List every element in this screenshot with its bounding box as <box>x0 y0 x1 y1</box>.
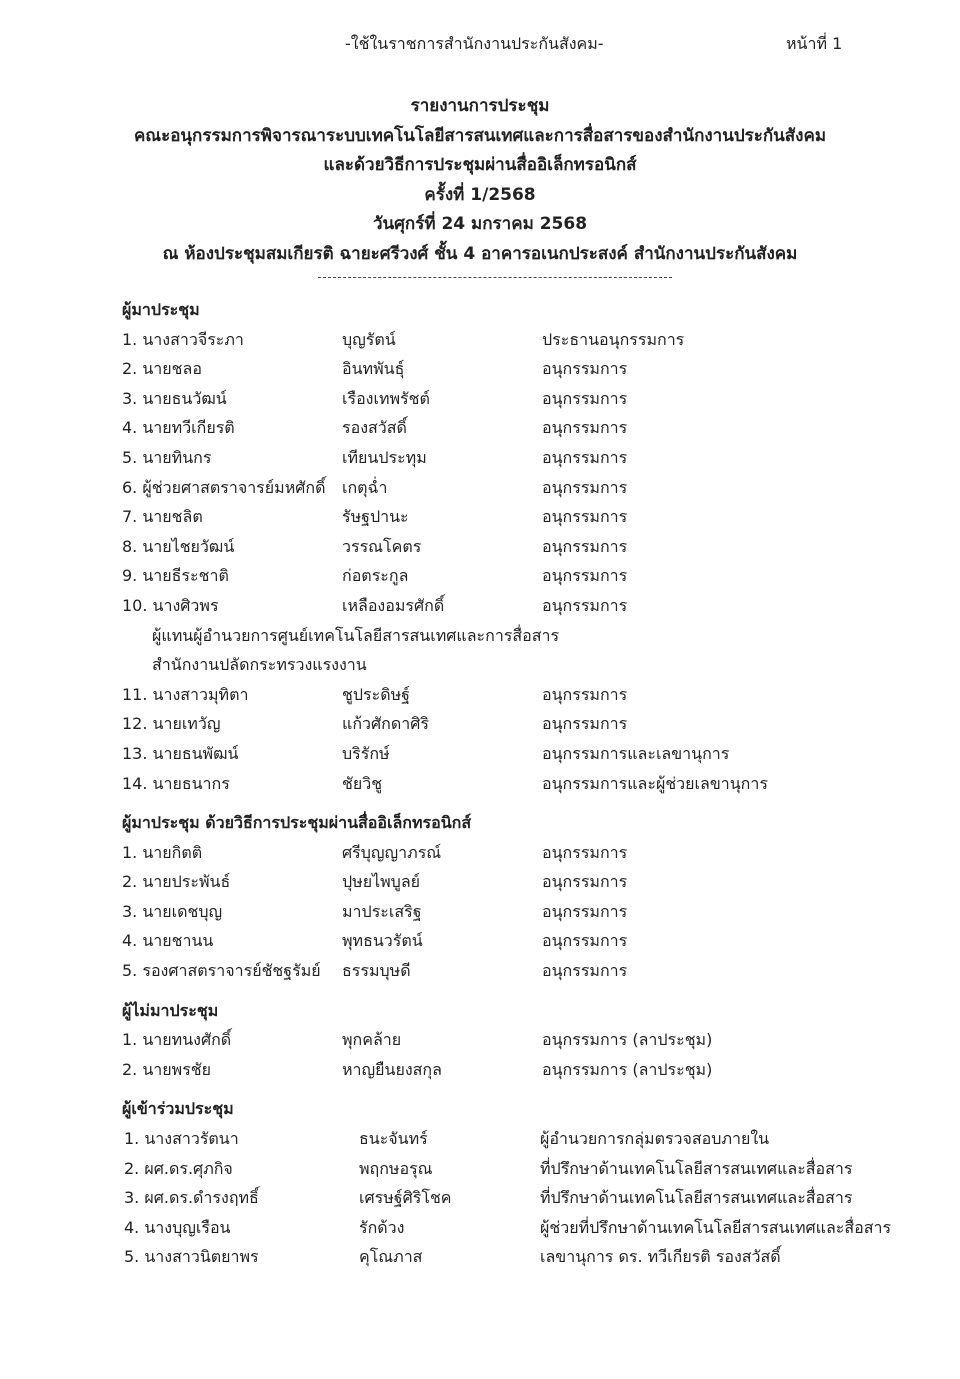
person-role: อนุกรรมการ <box>542 536 628 556</box>
person-role: อนุกรรมการ <box>542 507 628 527</box>
list-item <box>122 561 902 591</box>
person-role: ที่ปรึกษาด้านเทคโนโลยีสารสนเทศและสื่อสาร <box>540 1188 853 1208</box>
member-note: ผู้แทนผู้อำนวยการศูนย์เทคโนโลยีสารสนเทศและการสื่อสาร <box>152 625 560 645</box>
person-role: อนุกรรมการ <box>542 684 628 704</box>
document-title <box>0 92 960 270</box>
person-role: อนุกรรมการ <box>542 931 628 951</box>
person-name: 11. นางสาวมุทิตา <box>122 684 249 704</box>
person-surname: บุญรัตน์ <box>342 329 396 349</box>
person-name: 3. ผศ.ดร.ดำรงฤทธิ์ <box>124 1188 259 1208</box>
person-name: 2. นายชลอ <box>122 359 202 379</box>
person-surname: พฤกษอรุณ <box>359 1158 433 1178</box>
title-line: และด้วยวิธีการประชุมผ่านสื่ออิเล็กทรอนิกส์ <box>323 155 637 176</box>
person-role: ผู้อำนวยการกลุ่มตรวจสอบภายใน <box>540 1129 770 1149</box>
person-name: 10. นางศิวพร <box>122 595 219 615</box>
person-surname: ธนะจันทร์ <box>359 1129 428 1149</box>
person-role: อนุกรรมการ (ลาประชุม) <box>542 1030 713 1050</box>
person-surname: รองสวัสดิ์ <box>342 418 407 438</box>
title-line: คณะอนุกรรมการพิจารณาระบบเทคโนโลยีสารสนเทศและการสื่อสารของสำนักงานประกันสังคม <box>133 125 827 146</box>
person-surname: เศรษฐ์ศิริโชค <box>359 1188 452 1208</box>
title-divider <box>318 277 672 278</box>
person-surname: ชัยวิชู <box>342 773 383 793</box>
online-list <box>122 838 902 986</box>
person-name: 3. นายธนวัฒน์ <box>122 388 227 408</box>
person-role: อนุกรรมการ <box>542 418 628 438</box>
list-item <box>122 502 902 532</box>
person-surname: ชูประดิษฐ์ <box>342 684 410 704</box>
list-item <box>122 443 902 473</box>
person-name: 14. นายธนากร <box>122 773 230 793</box>
person-role: อนุกรรมการ <box>542 595 628 615</box>
person-name: 9. นายธีระชาติ <box>122 566 229 586</box>
section-heading-online: ผู้มาประชุม ด้วยวิธีการประชุมผ่านสื่ออิเล็กทรอนิกส์ <box>122 813 472 833</box>
person-name: 1. นางสาวรัตนา <box>124 1129 239 1149</box>
list-item <box>122 354 902 384</box>
person-surname: เทียนประทุม <box>342 447 427 467</box>
person-role: ประธานอนุกรรมการ <box>542 329 685 349</box>
list-item <box>122 1055 902 1085</box>
list-item <box>122 1242 902 1272</box>
list-item <box>122 1124 902 1154</box>
person-name: 6. ผู้ช่วยศาสตราจารย์มหศักดิ์ <box>122 477 326 497</box>
title-line: ครั้งที่ 1/2568 <box>424 184 536 205</box>
person-surname: พุกคล้าย <box>342 1030 402 1050</box>
person-role: อนุกรรมการ <box>542 842 628 862</box>
list-item <box>122 709 902 739</box>
person-name: 2. นายพรชัย <box>122 1059 212 1079</box>
person-role: เลขานุการ ดร. ทวีเกียรติ รองสวัสดิ์ <box>540 1247 781 1267</box>
member-note: สำนักงานปลัดกระทรวงแรงงาน <box>152 655 367 675</box>
person-surname: คุโณภาส <box>359 1247 423 1267</box>
person-surname: วรรณโคตร <box>342 536 422 556</box>
title-line: รายงานการประชุม <box>410 96 550 116</box>
person-surname: เรืองเทพรัชต์ <box>342 388 430 408</box>
person-role: อนุกรรมการ <box>542 714 628 734</box>
person-surname: มาประเสริฐ <box>342 901 422 921</box>
present-list <box>122 325 902 621</box>
list-item <box>122 739 902 769</box>
list-item <box>122 926 902 956</box>
person-name: 2. นายประพันธ์ <box>122 872 231 892</box>
list-item <box>122 680 902 710</box>
person-role: อนุกรรมการ <box>542 566 628 586</box>
person-surname: พุทธนวรัตน์ <box>342 931 423 951</box>
person-role: อนุกรรมการ <box>542 477 628 497</box>
person-role: อนุกรรมการ <box>542 961 628 981</box>
person-name: 13. นายธนพัฒน์ <box>122 743 239 763</box>
person-name: 5. นายทินกร <box>122 447 212 467</box>
person-surname: ธรรมบุษดี <box>342 961 411 981</box>
person-surname: อินทพันธุ์ <box>342 359 405 379</box>
list-item <box>122 838 902 868</box>
person-name: 1. นายกิตติ <box>122 842 203 862</box>
person-name: 4. นางบุญเรือน <box>124 1217 231 1237</box>
person-role: อนุกรรมการและผู้ช่วยเลขานุการ <box>542 773 768 793</box>
person-surname: บริรักษ์ <box>342 743 390 763</box>
person-surname: รักด้วง <box>359 1217 405 1237</box>
section-heading-absent: ผู้ไม่มาประชุม <box>122 1000 219 1020</box>
attendance-list <box>122 295 902 1272</box>
list-item <box>122 413 902 443</box>
person-name: 1. นางสาวจีระภา <box>122 329 244 349</box>
person-role: อนุกรรมการ <box>542 388 628 408</box>
person-name: 7. นายชลิต <box>122 507 203 527</box>
person-surname: แก้วศักดาศิริ <box>342 714 429 734</box>
person-name: 2. ผศ.ดร.ศุภกิจ <box>124 1158 233 1178</box>
person-surname: ศรีบุญญาภรณ์ <box>342 842 442 862</box>
list-item <box>122 532 902 562</box>
list-item <box>122 591 902 621</box>
section-heading-attendees: ผู้เข้าร่วมประชุม <box>122 1099 234 1119</box>
title-line: ณ ห้องประชุมสมเกียรติ ฉายะศรีวงศ์ ชั้น 4 อาคารอเนกประสงค์ สำนักงานประกันสังคม <box>162 243 798 264</box>
present-list-continued <box>122 680 902 798</box>
list-item <box>122 384 902 414</box>
list-item <box>122 867 902 897</box>
list-item <box>122 897 902 927</box>
person-name: 4. นายชานน <box>122 931 214 951</box>
list-item <box>122 1025 902 1055</box>
person-name: 8. นายไชยวัฒน์ <box>122 536 235 556</box>
list-item <box>122 769 902 799</box>
absent-list <box>122 1025 902 1084</box>
person-name: 12. นายเทวัญ <box>122 714 221 734</box>
list-item <box>122 1154 902 1184</box>
list-item <box>122 325 902 355</box>
classification-label: -ใช้ในราชการสำนักงานประกันสังคม- <box>345 34 604 53</box>
person-role: อนุกรรมการ (ลาประชุม) <box>542 1059 713 1079</box>
person-name: 5. นางสาวนิตยาพร <box>124 1247 259 1267</box>
title-line: วันศุกร์ที่ 24 มกราคม 2568 <box>372 214 588 235</box>
person-name: 3. นายเดชบุญ <box>122 901 223 921</box>
person-surname: ปุษยไพบูลย์ <box>342 872 421 892</box>
person-surname: รัษฐปานะ <box>342 507 409 527</box>
person-name: 4. นายทวีเกียรติ <box>122 418 235 438</box>
list-item <box>122 1183 902 1213</box>
person-role: อนุกรรมการ <box>542 359 628 379</box>
list-item <box>122 956 902 986</box>
person-role: ที่ปรึกษาด้านเทคโนโลยีสารสนเทศและสื่อสาร <box>540 1158 853 1178</box>
person-surname: หาญยืนยงสกุล <box>342 1059 442 1079</box>
person-role: ผู้ช่วยที่ปรึกษาด้านเทคโนโลยีสารสนเทศและสื่อสาร <box>540 1217 892 1237</box>
person-surname: เหลืองอมรศักดิ์ <box>342 595 445 615</box>
section-heading-present: ผู้มาประชุม <box>122 300 200 319</box>
person-surname: ก่อตระกูล <box>342 566 409 586</box>
person-name: 5. รองศาสตราจารย์ชัชฐรัมย์ <box>122 961 321 981</box>
list-item <box>122 473 902 503</box>
attendees-list <box>122 1124 902 1272</box>
person-name: 1. นายทนงศักดิ์ <box>122 1030 232 1050</box>
person-role: อนุกรรมการ <box>542 901 628 921</box>
person-role: อนุกรรมการ <box>542 872 628 892</box>
person-role: อนุกรรมการ <box>542 447 628 467</box>
list-item <box>122 1213 902 1243</box>
person-surname: เกตุฉ่ำ <box>342 477 388 497</box>
person-role: อนุกรรมการและเลขานุการ <box>542 743 730 763</box>
page-number: หน้าที่ 1 <box>786 34 843 53</box>
